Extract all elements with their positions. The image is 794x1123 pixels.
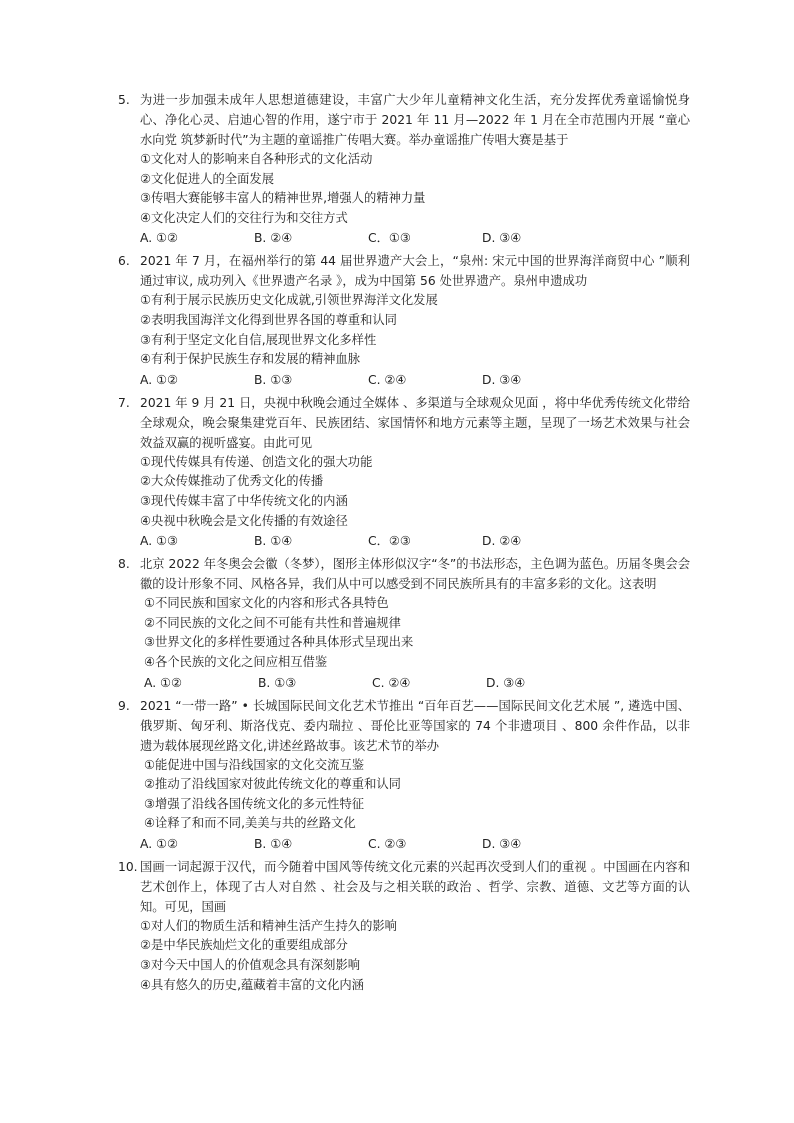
question-10 bbox=[118, 857, 690, 995]
option-1: ①能促进中国与沿线国家的文化交流互鉴 bbox=[144, 757, 365, 772]
choice-c: C. ②③ bbox=[368, 836, 407, 851]
option-4: ④各个民族的文化之间应相互借鉴 bbox=[144, 654, 328, 669]
choice-a: A. ①② bbox=[140, 372, 179, 387]
question-number: 6. bbox=[118, 254, 130, 269]
option-3: ③传唱大赛能够丰富人的精神世界,增强人的精神力量 bbox=[140, 191, 426, 206]
choice-b: B. ①③ bbox=[258, 675, 297, 690]
question-9 bbox=[118, 696, 690, 854]
option-2: ②表明我国海洋文化得到世界各国的尊重和认同 bbox=[140, 312, 397, 327]
question-number: 9. bbox=[118, 698, 130, 713]
option-4: ④文化决定人们的交往行为和交往方式 bbox=[140, 210, 348, 225]
answer-choices bbox=[118, 370, 690, 390]
option-4: ④诠释了和而不同,美美与共的丝路文化 bbox=[144, 816, 356, 831]
question-6 bbox=[118, 251, 690, 389]
option-2: ②是中华民族灿烂文化的重要组成部分 bbox=[140, 938, 348, 953]
question-stem: 2021 年 7 月，在福州举行的第 44 届世界遗产大会上，“泉州: 宋元中国的世界海洋商贸中心 ”顺利通过审议, 成功列入《世界遗产名录 》，成为中国第 56 处世界遗产。泉州申遗成功 bbox=[140, 254, 690, 289]
option-3: ③有利于坚定文化自信,展现世界文化多样性 bbox=[140, 332, 377, 347]
question-stem: 2021 年 9 月 21 日，央视中秋晚会通过全媒体 、多渠道与全球观众见面 ，将中华优秀传统文化带给全球观众，晚会聚集建党百年、民族团结、家国情怀和地方元素等主题，呈现了一场艺术效果与社会效益双赢的视听盛宴。由此可见 bbox=[140, 395, 690, 450]
option-4: ④央视中秋晚会是文化传播的有效途径 bbox=[140, 513, 348, 528]
option-2: ②文化促进人的全面发展 bbox=[140, 171, 274, 186]
choice-d: D. ②④ bbox=[482, 534, 522, 549]
choice-b: B. ①④ bbox=[254, 836, 293, 851]
option-2: ②推动了沿线国家对彼此传统文化的尊重和认同 bbox=[144, 777, 401, 792]
choice-a: A. ①② bbox=[140, 231, 179, 246]
choice-c: C. ②④ bbox=[368, 372, 407, 387]
option-4: ④具有悠久的历史,蕴藏着丰富的文化内涵 bbox=[140, 977, 364, 992]
choice-c: C．①③ bbox=[368, 231, 411, 246]
choice-b: B. ①④ bbox=[254, 534, 293, 549]
option-1: ①文化对人的影响来自各种形式的文化活动 bbox=[140, 152, 373, 166]
choice-a: A. ①② bbox=[144, 675, 183, 690]
answer-choices bbox=[118, 531, 690, 551]
exam-page bbox=[118, 90, 690, 998]
choice-a: A. ①③ bbox=[140, 534, 179, 549]
option-1: ①不同民族和国家文化的内容和形式各具特色 bbox=[144, 596, 389, 611]
option-2: ②不同民族的文化之间不可能有共性和普遍规律 bbox=[144, 615, 401, 630]
question-number: 5. bbox=[118, 93, 130, 107]
choice-d: D. ③④ bbox=[486, 675, 526, 690]
option-1: ①对人们的物质生活和精神生活产生持久的影响 bbox=[140, 918, 397, 933]
choice-b: B. ①③ bbox=[254, 372, 293, 387]
option-3: ③对今天中国人的价值观念具有深刻影响 bbox=[140, 958, 361, 973]
answer-choices bbox=[118, 228, 690, 248]
question-7 bbox=[118, 393, 690, 551]
question-8 bbox=[118, 554, 690, 692]
choice-a: A. ①② bbox=[140, 836, 179, 851]
answer-choices bbox=[118, 673, 690, 693]
answer-choices bbox=[118, 834, 690, 854]
choice-d: D. ③④ bbox=[482, 372, 522, 387]
question-number: 7. bbox=[118, 395, 130, 410]
option-3: ③现代传媒丰富了中华传统文化的内涵 bbox=[140, 493, 348, 508]
question-stem: 北京 2022 年冬奥会会徽（冬梦），图形主体形似汉字“冬”的书法形态，主色调为蓝色。历届冬奥会会徽的设计形象不同、风格各异，我们从中可以感受到不同民族所具有的丰富多彩的文化。这表明 bbox=[140, 557, 690, 592]
option-2: ②大众传媒推动了优秀文化的传播 bbox=[140, 474, 324, 489]
option-1: ①现代传媒具有传递、创造文化的强大功能 bbox=[140, 454, 373, 469]
choice-d: D. ③④ bbox=[482, 231, 522, 246]
option-3: ③世界文化的多样性要通过各种具体形式呈现出来 bbox=[144, 635, 414, 650]
question-5 bbox=[118, 90, 690, 248]
choice-b: B. ②④ bbox=[254, 231, 293, 246]
choice-c: C. ②④ bbox=[372, 675, 411, 690]
option-3: ③增强了沿线各国传统文化的多元性特征 bbox=[144, 796, 365, 811]
option-1: ①有利于展示民族历史文化成就,引领世界海洋文化发展 bbox=[140, 293, 438, 308]
question-stem: 2021 “一带一路” • 长城国际民间文化艺术节推出 “百年百艺——国际民间文化艺术展 ”, 遴选中国、俄罗斯、匈牙利、斯洛伐克、委内瑞拉 、哥伦比亚等国家的 74 个非遗项目 、800 余件作品，以非遗为载体展现丝路文化,讲述丝路故事。该艺术节的举办 bbox=[140, 698, 690, 753]
choice-d: D. ③④ bbox=[482, 836, 522, 851]
choice-c: C．②③ bbox=[368, 534, 411, 549]
option-4: ④有利于保护民族生存和发展的精神血脉 bbox=[140, 352, 361, 367]
question-number: 8. bbox=[118, 557, 130, 572]
question-stem: 为进一步加强未成年人思想道德建设，丰富广大少年儿童精神文化生活，充分发挥优秀童谣愉悦身心、净化心灵、启迪心智的作用，遂宁市于 2021 年 11 月—2022 年 1 月在全市范围内开展 “童心水向党 筑梦新时代”为主题的童谣推广传唱大赛。举办童谣推广传唱大赛是基于 bbox=[140, 93, 690, 147]
question-stem: 国画一词起源于汉代，而今随着中国风等传统文化元素的兴起再次受到人们的重视 。中国画在内容和艺术创作上，体现了古人对自然 、社会及与之相关联的政治 、哲学、宗教、道德、文艺等方面的认知。可见，国画 bbox=[140, 859, 690, 914]
question-number: 10. bbox=[118, 859, 138, 874]
